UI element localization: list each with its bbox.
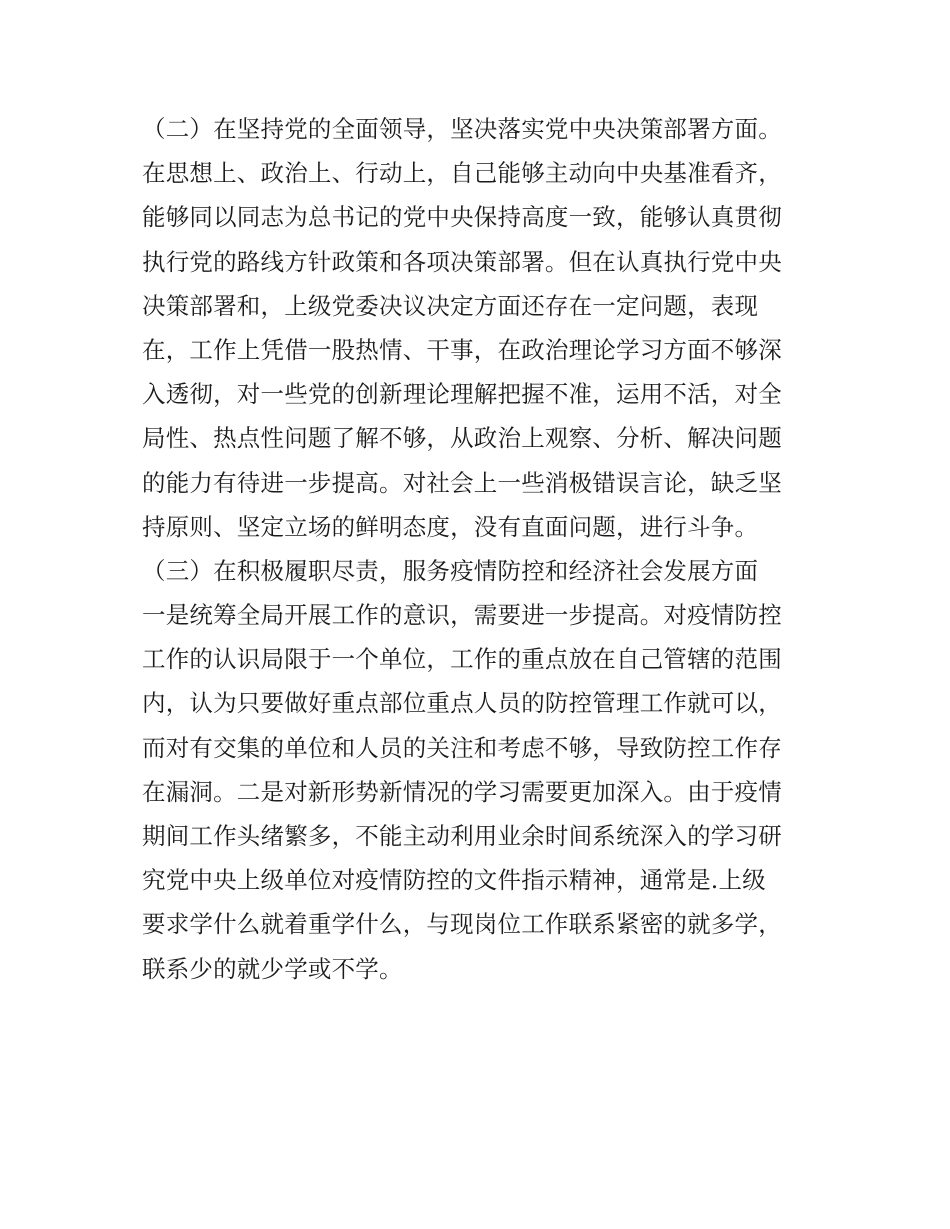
text-line: 要求学什么就着重学什么，与现岗位工作联系紧密的就多学， [142, 910, 782, 939]
text-line: 一是统筹全局开展工作的意识，需要进一步提高。对疫情防控 [142, 601, 782, 630]
text-line: 究党中央上级单位对疫情防控的文件指示精神，通常是.上级 [142, 866, 766, 895]
text-line: 局性、热点性问题了解不够，从政治上观察、分析、解决问题 [142, 424, 782, 453]
text-line: 在漏洞。二是对新形势新情况的学习需要更加深入。由于疫情 [142, 777, 782, 806]
text-line: 执行党的路线方针政策和各项决策部署。但在认真执行党中央 [142, 247, 782, 276]
text-line: （三）在积极履职尽责，服务疫情防控和经济社会发展方面 [142, 556, 759, 585]
text-line: 在思想上、政治上、行动上，自己能够主动向中央基准看齐， [142, 159, 782, 188]
text-line: （二）在坚持党的全面领导，坚决落实党中央决策部署方面。 [142, 115, 782, 143]
text-line: 能够同以同志为总书记的党中央保持高度一致，能够认真贯彻 [142, 203, 782, 232]
text-line: 联系少的就少学或不学。 [142, 954, 403, 983]
text-line: 持原则、坚定立场的鲜明态度，没有直面问题，进行斗争。 [142, 512, 759, 541]
document-body-text [142, 107, 822, 991]
text-line: 内，认为只要做好重点部位重点人员的防控管理工作就可以， [142, 689, 782, 718]
text-line: 而对有交集的单位和人员的关注和考虑不够，导致防控工作存 [142, 733, 782, 762]
text-line: 工作的认识局限于一个单位，工作的重点放在自己管辖的范围 [142, 645, 782, 674]
text-line: 期间工作头绪繁多，不能主动利用业余时间系统深入的学习研 [142, 822, 782, 850]
text-line: 入透彻，对一些党的创新理论理解把握不准，运用不活，对全 [142, 380, 782, 409]
text-line: 决策部署和，上级党委决议决定方面还存在一定问题，表现 [142, 291, 759, 320]
text-line: 的能力有待进一步提高。对社会上一些消极错误言论，缺乏坚 [142, 468, 782, 497]
text-line: 在，工作上凭借一股热情、干事，在政治理论学习方面不够深 [142, 335, 782, 364]
